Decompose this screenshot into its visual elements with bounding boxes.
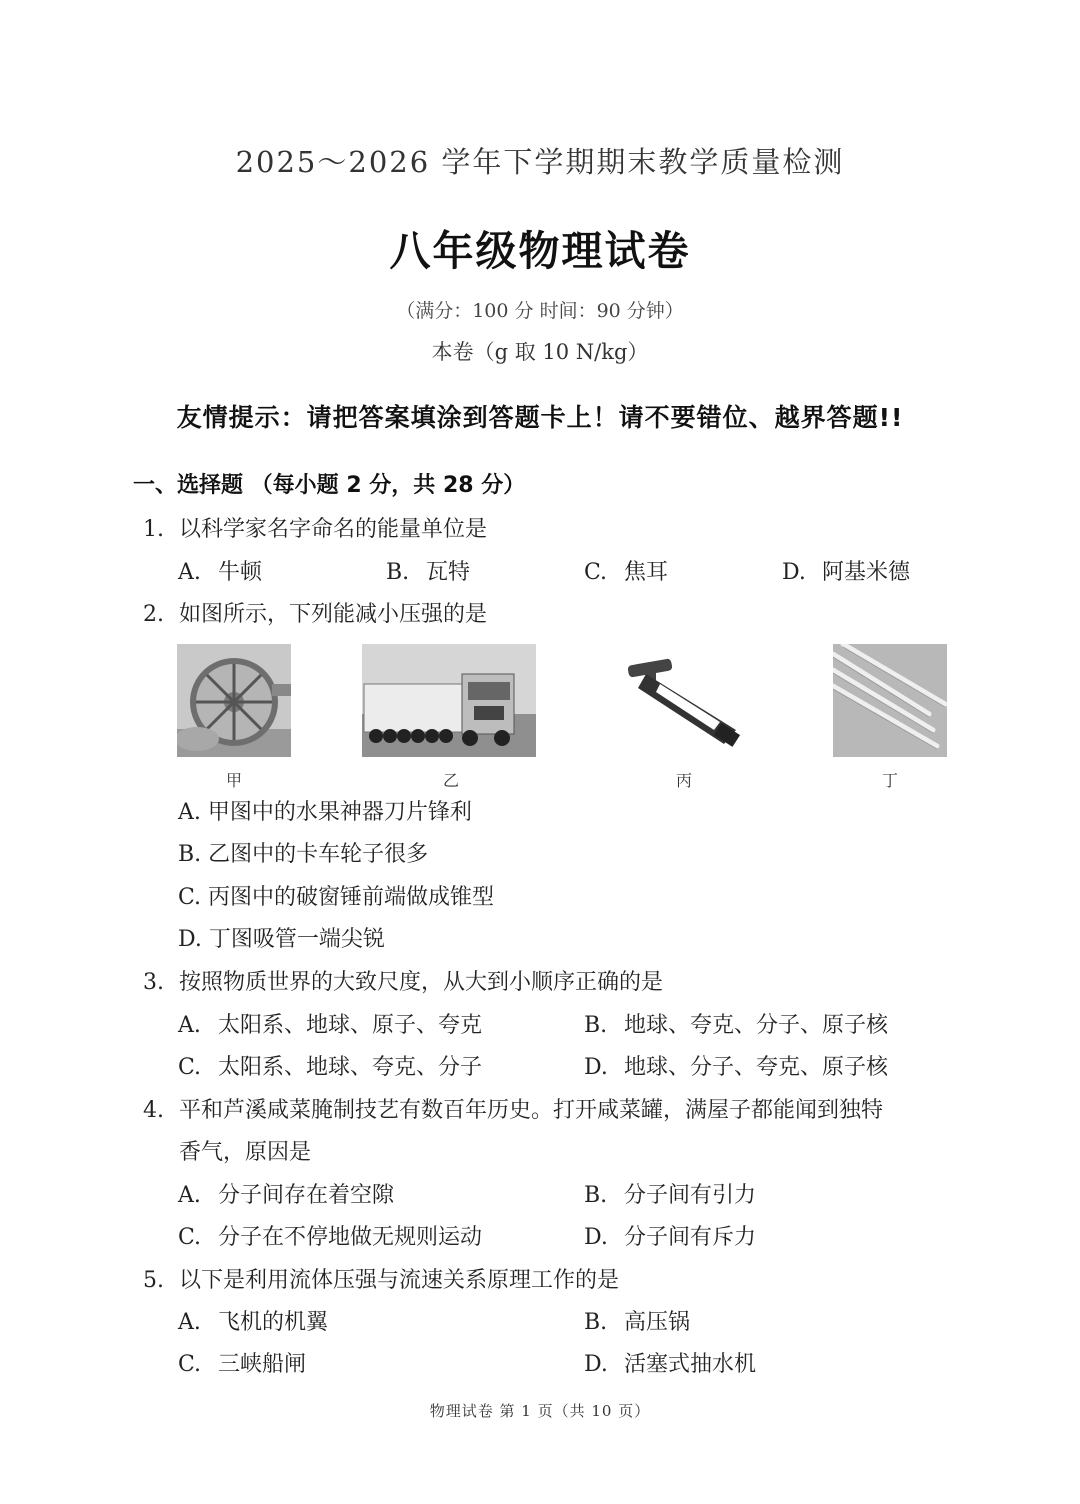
option-label: C. bbox=[178, 1225, 202, 1250]
question-1 bbox=[143, 512, 487, 543]
q3-option-c bbox=[178, 1050, 482, 1081]
q5-option-a bbox=[178, 1305, 328, 1336]
question-5 bbox=[143, 1263, 619, 1294]
q1-option-c bbox=[584, 555, 668, 586]
subject-title: 八年级物理试卷 bbox=[389, 227, 691, 275]
option-label: B. bbox=[178, 842, 202, 867]
safety-hammer-illustration bbox=[620, 644, 748, 757]
option-label: C. bbox=[178, 1352, 202, 1377]
q1-option-b bbox=[386, 555, 470, 586]
q4-option-c bbox=[178, 1220, 482, 1251]
straws-image bbox=[833, 644, 947, 757]
option-text: 牛顿 bbox=[218, 560, 263, 585]
option-label: A. bbox=[178, 1183, 201, 1208]
question-3 bbox=[143, 965, 663, 996]
option-label: B. bbox=[584, 1183, 608, 1208]
question-number: 1. bbox=[143, 517, 164, 542]
figure-caption: 乙 bbox=[443, 771, 460, 790]
option-text: 太阳系、地球、原子、夸克 bbox=[218, 1013, 483, 1038]
q2-option-b bbox=[178, 837, 428, 868]
option-text: 分子在不停地做无规则运动 bbox=[218, 1225, 483, 1250]
fruit-slicer-illustration bbox=[177, 644, 291, 757]
question-4 bbox=[143, 1093, 883, 1124]
safety-hammer-image bbox=[620, 644, 748, 757]
option-text: 丙图中的破窗锤前端做成锥型 bbox=[208, 885, 495, 910]
truck-illustration bbox=[362, 644, 536, 757]
option-label: C. bbox=[178, 885, 202, 910]
option-label: D. bbox=[782, 560, 806, 585]
figure-caption: 丙 bbox=[676, 771, 693, 790]
option-text: 阿基米德 bbox=[822, 560, 911, 585]
option-label: C. bbox=[178, 1055, 202, 1080]
option-label: B. bbox=[584, 1310, 608, 1335]
option-text: 地球、夸克、分子、原子核 bbox=[624, 1013, 889, 1038]
option-label: B. bbox=[584, 1013, 608, 1038]
option-text: 焦耳 bbox=[624, 560, 669, 585]
question-number: 4. bbox=[143, 1098, 164, 1123]
option-text: 丁图吸管一端尖锐 bbox=[208, 927, 385, 952]
option-text: 太阳系、地球、夸克、分子 bbox=[218, 1055, 483, 1080]
q5-option-b bbox=[584, 1305, 690, 1336]
question-stem: 按照物质世界的大致尺度，从大到小顺序正确的是 bbox=[179, 970, 664, 995]
option-label: C. bbox=[584, 560, 608, 585]
option-text: 地球、分子、夸克、原子核 bbox=[624, 1055, 889, 1080]
truck-image bbox=[362, 644, 536, 757]
q4-option-a bbox=[178, 1178, 394, 1209]
figure-caption: 丁 bbox=[882, 771, 899, 790]
option-label: D. bbox=[584, 1055, 608, 1080]
q1-option-a bbox=[178, 555, 262, 586]
option-label: D. bbox=[178, 927, 202, 952]
question-stem: 以下是利用流体压强与流速关系原理工作的是 bbox=[179, 1268, 620, 1293]
question-stem: 如图所示，下列能减小压强的是 bbox=[179, 602, 488, 627]
option-text: 甲图中的水果神器刀片锋利 bbox=[207, 800, 472, 825]
exam-title: 2025～2026 学年下学期期末教学质量检测 bbox=[235, 145, 845, 179]
question-2 bbox=[143, 597, 487, 628]
option-text: 瓦特 bbox=[426, 560, 471, 585]
option-text: 活塞式抽水机 bbox=[624, 1352, 757, 1377]
option-text: 分子间有引力 bbox=[624, 1183, 757, 1208]
question-stem: 以科学家名字命名的能量单位是 bbox=[179, 517, 488, 542]
score-time-note: （满分：100 分 时间：90 分钟） bbox=[396, 300, 684, 322]
q1-option-d bbox=[782, 555, 910, 586]
q4-option-b bbox=[584, 1178, 756, 1209]
question-number: 5. bbox=[143, 1268, 164, 1293]
q2-option-c bbox=[178, 880, 494, 911]
option-label: D. bbox=[584, 1225, 608, 1250]
option-text: 高压锅 bbox=[624, 1310, 691, 1335]
option-text: 三峡船闸 bbox=[218, 1352, 307, 1377]
option-label: A. bbox=[178, 800, 201, 825]
page-footer: 物理试卷 第 1 页（共 10 页） bbox=[429, 1402, 651, 1420]
constant-note: 本卷（g 取 10 N/kg） bbox=[431, 340, 649, 364]
q3-option-d bbox=[584, 1050, 888, 1081]
q3-option-b bbox=[584, 1008, 888, 1039]
straws-illustration bbox=[833, 644, 947, 757]
q3-option-a bbox=[178, 1008, 482, 1039]
q2-option-d bbox=[178, 922, 385, 953]
section-heading: 一、选择题 （每小题 2 分，共 28 分） bbox=[133, 473, 526, 498]
question-stem: 平和芦溪咸菜腌制技艺有数百年历史。打开咸菜罐，满屋子都能闻到独特 bbox=[179, 1098, 884, 1123]
option-label: A. bbox=[178, 1013, 201, 1038]
option-label: A. bbox=[178, 560, 201, 585]
q2-option-a bbox=[178, 795, 472, 826]
friendly-tip: 友情提示：请把答案填涂到答题卡上！请不要错位、越界答题!! bbox=[176, 403, 904, 432]
fruit-slicer-image bbox=[177, 644, 291, 757]
option-text: 分子间存在着空隙 bbox=[218, 1183, 395, 1208]
option-text: 飞机的机翼 bbox=[218, 1310, 329, 1335]
option-label: A. bbox=[178, 1310, 201, 1335]
figure-caption: 甲 bbox=[226, 771, 243, 790]
q5-option-c bbox=[178, 1347, 306, 1378]
question-stem-continuation: 香气，原因是 bbox=[179, 1140, 312, 1165]
q4-option-d bbox=[584, 1220, 756, 1251]
option-text: 乙图中的卡车轮子很多 bbox=[208, 842, 429, 867]
option-label: D. bbox=[584, 1352, 608, 1377]
question-number: 2. bbox=[143, 602, 164, 627]
question-number: 3. bbox=[143, 970, 164, 995]
option-label: B. bbox=[386, 560, 410, 585]
q5-option-d bbox=[584, 1347, 756, 1378]
option-text: 分子间有斥力 bbox=[624, 1225, 757, 1250]
